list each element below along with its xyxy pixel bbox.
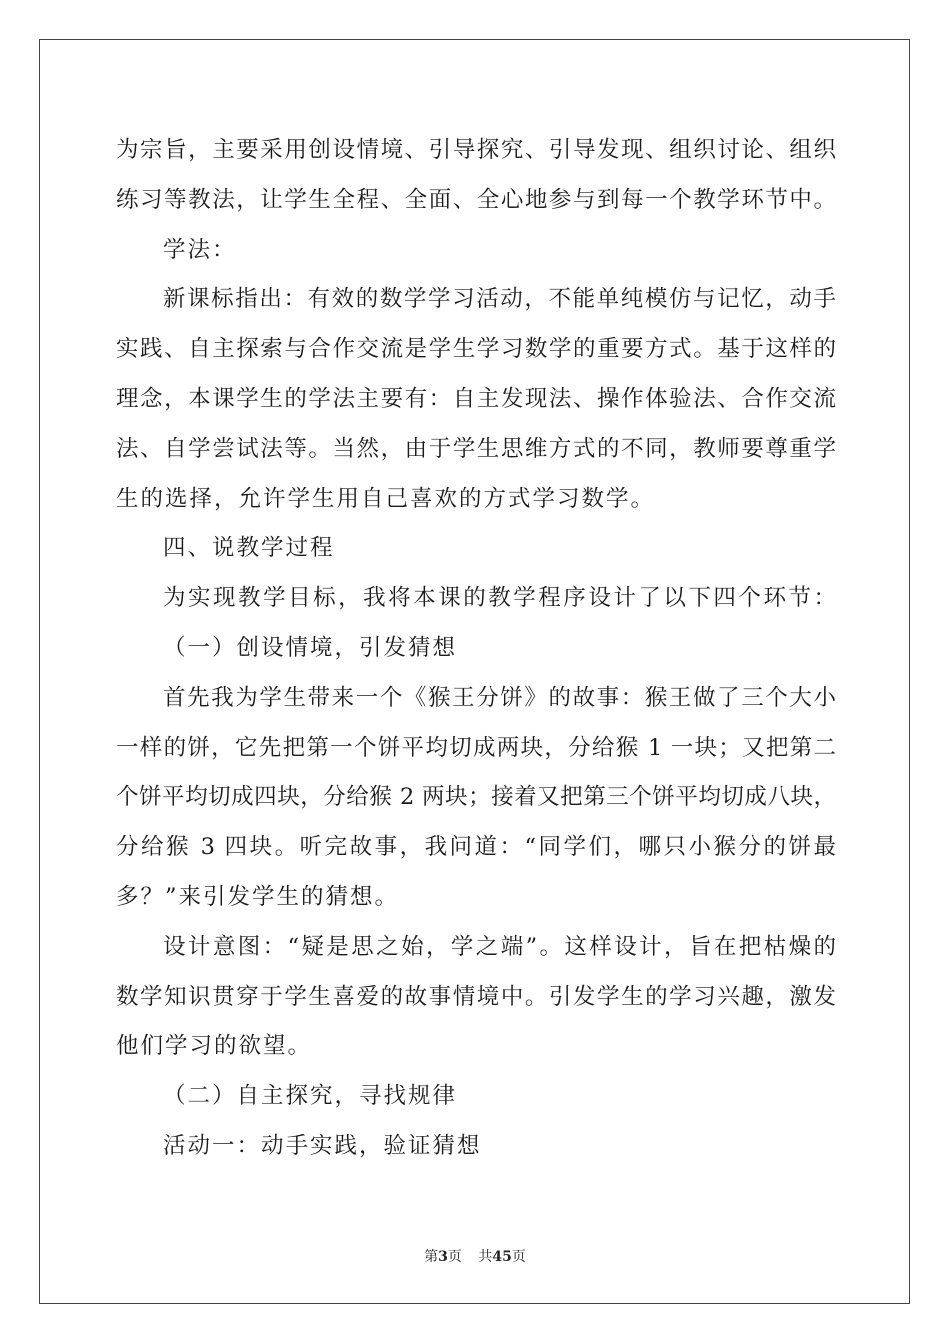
text-line: 学法： <box>163 236 237 263</box>
total-pages: 45 <box>492 1249 512 1265</box>
text-line: 新课标指出：有效的数学学习活动，不能单纯模仿与记忆，动手 <box>163 286 836 313</box>
text-line: 练习等教法，让学生全程、全面、全心地参与到每一个教学环节中。 <box>116 186 836 213</box>
page-total <box>478 1249 525 1265</box>
text-line: 为宗旨，主要采用创设情境、引导探究、引导发现、组织讨论、组织 <box>116 137 836 163</box>
text-line: 四、说教学过程 <box>163 535 335 562</box>
text-line: 一样的饼，它先把第一个饼平均切成两块，分给猴 1 一块；又把第二 <box>116 734 836 761</box>
text-line: 首先我为学生带来一个《猴王分饼》的故事：猴王做了三个大小 <box>163 684 836 711</box>
text-line: 实践、自主探索与合作交流是学生学习数学的重要方式。基于这样的 <box>116 336 836 363</box>
text-line: 他们学习的欲望。 <box>116 1033 313 1060</box>
page-footer <box>0 1246 950 1266</box>
page-number <box>424 1249 462 1265</box>
text-line: 设计意图：“疑是思之始，学之端”。这样设计，旨在把枯燥的 <box>163 933 836 960</box>
page-label-pre: 第 <box>424 1249 439 1265</box>
text-line: （二）自主探究，寻找规律 <box>163 1083 458 1110</box>
text-line: 生的选择，允许学生用自己喜欢的方式学习数学。 <box>116 485 656 512</box>
text-line: 活动一：动手实践，验证猜想 <box>163 1132 482 1159</box>
text-line: （一）创设情境，引发猜想 <box>163 634 458 661</box>
document-body <box>116 126 836 1172</box>
text-line: 多？”来引发学生的猜想。 <box>116 883 400 910</box>
current-page: 3 <box>438 1249 448 1265</box>
page-label-post: 页 <box>447 1249 462 1265</box>
text-line: 数学知识贯穿于学生喜爱的故事情境中。引发学生的学习兴趣，激发 <box>116 983 836 1010</box>
text-line: 为实现教学目标，我将本课的教学程序设计了以下四个环节： <box>163 585 836 612</box>
total-label-pre: 共 <box>478 1249 493 1265</box>
text-line: 理念，本课学生的学法主要有：自主发现法、操作体验法、合作交流 <box>116 385 836 412</box>
text-line: 个饼平均切成四块，分给猴 2 两块；接着又把第三个饼平均切成八块， <box>116 784 836 811</box>
text-line: 分给猴 3 四块。听完故事，我问道：“同学们，哪只小猴分的饼最 <box>116 834 836 861</box>
total-label-post: 页 <box>511 1249 526 1265</box>
text-line: 法、自学尝试法等。当然，由于学生思维方式的不同，教师要尊重学 <box>116 435 836 462</box>
